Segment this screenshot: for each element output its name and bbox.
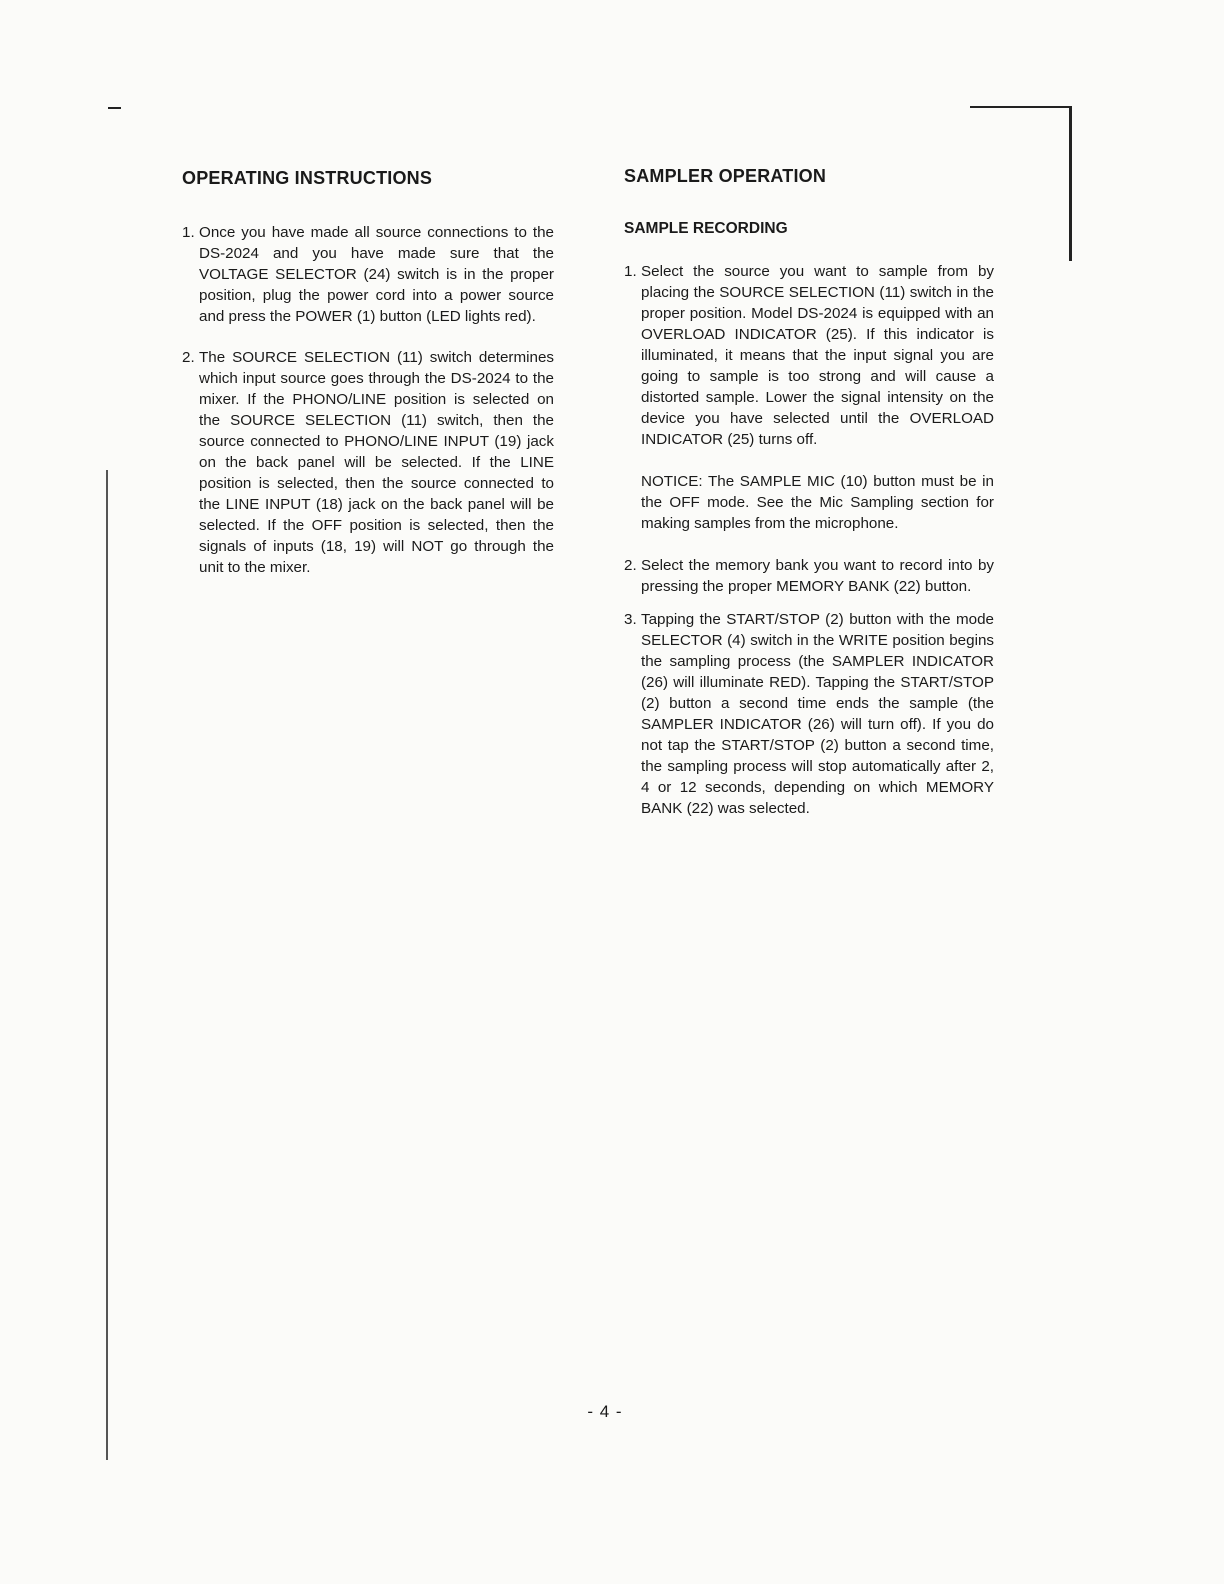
item-number: 2. — [182, 349, 195, 366]
corner-rule — [970, 106, 1070, 108]
item-text: The SOURCE SELECTION (11) switch determines which input source goes through the DS-2024 to the mixer. If the PHONO/LINE position is selected on the SOURCE SELECTION (11) switch, then the source connected to PHONO/LINE INPUT (19) jack on the back panel will be selected. If the LINE position is selected, then the source connected to the LINE INPUT (18) jack on the back panel will be selected. If the OFF position is selected, then the signals of inputs (18, 19) will NOT go through the unit to the mixer. — [199, 349, 554, 576]
item-number: 1. — [182, 224, 195, 241]
binding-line — [106, 470, 108, 1460]
list-item — [182, 222, 554, 327]
item-text: Tapping the START/STOP (2) button with the mode SELECTOR (4) switch in the WRITE position begins the sampling process (the SAMPLER INDICATOR (26) will illuminate RED). Tapping the START/STOP (2) button a second time ends the sample (the SAMPLER INDICATOR (26) will turn off). If you do not tap the START/STOP (2) button a second time, the sampling process will stop automatically after 2, 4 or 12 seconds, depending on which MEMORY BANK (22) was selected. — [641, 611, 994, 817]
section-heading: SAMPLER OPERATION — [624, 166, 827, 186]
item-number: 1. — [624, 263, 637, 280]
item-text: Once you have made all source connections to the DS-2024 and you have made sure that the VOLTAGE SELECTOR (24) switch is in the proper position, plug the power cord into a power source and press the POWER (1) button (LED lights red). — [199, 224, 554, 325]
list-item — [182, 347, 554, 578]
instruction-list — [624, 555, 994, 819]
list-item — [624, 555, 994, 597]
left-column — [182, 164, 554, 578]
section-heading: OPERATING INSTRUCTIONS — [182, 168, 433, 188]
item-number: 2. — [624, 557, 637, 574]
scan-mark — [108, 107, 121, 109]
notice-text: NOTICE: The SAMPLE MIC (10) button must be in the OFF mode. See the Mic Sampling section for making samples from the microphone. — [641, 473, 994, 532]
subsection-heading: SAMPLE RECORDING — [624, 220, 788, 237]
list-item — [624, 609, 994, 819]
item-text: Select the source you want to sample from by placing the SOURCE SELECTION (11) switch in the proper position. Model DS-2024 is equipped with an OVERLOAD INDICATOR (25). If this indicator is illuminated, it means that the input signal you are going to sample is too strong and will cause a distorted sample. Lower the signal intensity on the device you have selected until the OVERLOAD INDICATOR (25) turns off. — [641, 263, 994, 448]
right-column — [624, 162, 994, 819]
instruction-list — [624, 261, 994, 450]
item-text: Select the memory bank you want to record into by pressing the proper MEMORY BANK (22) button. — [641, 557, 994, 595]
page-number: - 4 - — [587, 1402, 623, 1421]
margin-bar — [1069, 106, 1072, 261]
item-number: 3. — [624, 611, 637, 628]
instruction-list — [182, 222, 554, 578]
list-item — [624, 261, 994, 450]
